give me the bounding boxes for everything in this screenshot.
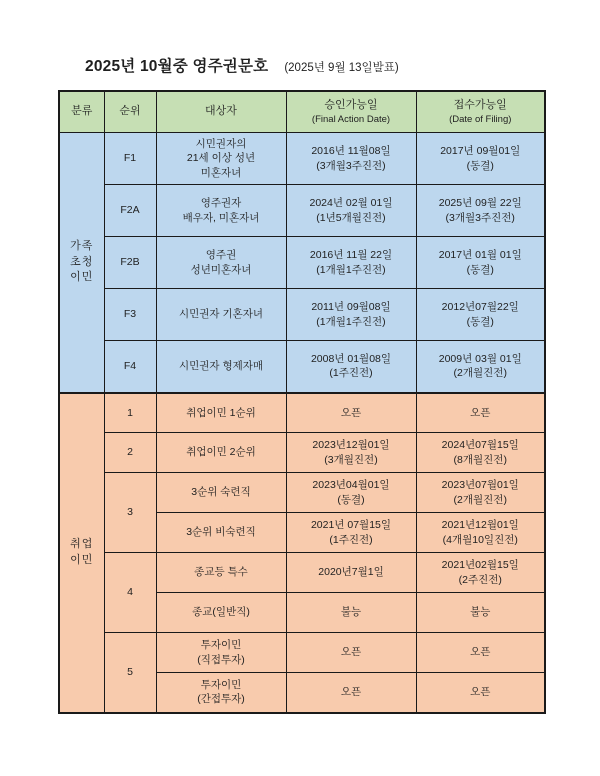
target-cell: 투자이민 (간접투자) [156, 673, 286, 713]
table-row [59, 553, 545, 593]
rank-cell: 5 [104, 633, 156, 713]
filing-date-cell: 2017년 01월 01일 (동결) [416, 237, 545, 289]
page-subtitle: (2025년 9월 13일발표) [284, 62, 399, 74]
table-header [59, 91, 545, 133]
filing-date-cell: 2024년07월15일 (8개월진전) [416, 433, 545, 473]
filing-date-cell: 2023년07월01일 (2개월진전) [416, 473, 545, 513]
table-row [59, 289, 545, 341]
title-row [85, 54, 399, 76]
approval-date-cell: 2020년7월1일 [286, 553, 416, 593]
approval-date-cell: 오픈 [286, 673, 416, 713]
table-row [59, 633, 545, 673]
target-cell: 시민권자의 21세 이상 성년 미혼자녀 [156, 133, 286, 185]
rank-cell: F2A [104, 185, 156, 237]
visa-bulletin-table [58, 90, 546, 714]
col-header-category: 분류 [59, 91, 104, 133]
target-cell: 시민권자 형제자매 [156, 341, 286, 393]
approval-date-cell: 2008년 01월08일 (1주진전) [286, 341, 416, 393]
col-header-filing: 접수가능일 (Date of Filing) [416, 91, 545, 133]
approval-date-cell: 2016년 11월08일 (3개월3주진전) [286, 133, 416, 185]
target-cell: 종교(일반직) [156, 593, 286, 633]
approval-date-cell: 2021년 07월15일 (1주진전) [286, 513, 416, 553]
filing-date-cell: 불능 [416, 593, 545, 633]
table-body [59, 133, 545, 713]
col-header-approval: 승인가능일 (Final Action Date) [286, 91, 416, 133]
target-cell: 취업이민 1순위 [156, 393, 286, 433]
target-cell: 종교등 특수 [156, 553, 286, 593]
target-cell: 취업이민 2순위 [156, 433, 286, 473]
target-cell: 시민권자 기혼자녀 [156, 289, 286, 341]
approval-date-cell: 2016년 11월 22일 (1개월1주진전) [286, 237, 416, 289]
table-row [59, 237, 545, 289]
filing-date-cell: 2021년02월15일 (2주진전) [416, 553, 545, 593]
rank-cell: 1 [104, 393, 156, 433]
target-cell: 투자이민 (직접투자) [156, 633, 286, 673]
category-cell-employment: 취업 이민 [59, 393, 104, 713]
target-cell: 영주권 성년미혼자녀 [156, 237, 286, 289]
table-row [59, 133, 545, 185]
filing-date-cell: 오픈 [416, 633, 545, 673]
table-row [59, 473, 545, 513]
table-row [59, 393, 545, 433]
approval-date-cell: 2024년 02월 01일 (1년5개월진전) [286, 185, 416, 237]
rank-cell: 2 [104, 433, 156, 473]
filing-date-cell: 2012년07월22일 (동결) [416, 289, 545, 341]
rank-cell: F3 [104, 289, 156, 341]
approval-date-cell: 불능 [286, 593, 416, 633]
filing-date-cell: 오픈 [416, 393, 545, 433]
filing-date-cell: 2025년 09월 22일 (3개월3주진전) [416, 185, 545, 237]
filing-date-cell: 2017년 09월01일 (동결) [416, 133, 545, 185]
rank-cell: F4 [104, 341, 156, 393]
page-title: 2025년 10월중 영주권문호 [85, 58, 269, 75]
rank-cell: F2B [104, 237, 156, 289]
approval-date-cell: 오픈 [286, 393, 416, 433]
category-cell-family: 가족 초청 이민 [59, 133, 104, 393]
target-cell: 3순위 숙련직 [156, 473, 286, 513]
header-row [59, 91, 545, 133]
approval-date-cell: 오픈 [286, 633, 416, 673]
filing-date-cell: 2021년12월01일 (4개월10일진전) [416, 513, 545, 553]
target-cell: 영주권자 배우자, 미혼자녀 [156, 185, 286, 237]
approval-date-cell: 2023년04월01일 (동결) [286, 473, 416, 513]
col-header-rank: 순위 [104, 91, 156, 133]
table-row [59, 433, 545, 473]
target-cell: 3순위 비숙련직 [156, 513, 286, 553]
rank-cell: F1 [104, 133, 156, 185]
filing-date-cell: 2009년 03월 01일 (2개월진전) [416, 341, 545, 393]
col-header-target: 대상자 [156, 91, 286, 133]
rank-cell: 4 [104, 553, 156, 633]
filing-date-cell: 오픈 [416, 673, 545, 713]
approval-date-cell: 2023년12월01일 (3개월진전) [286, 433, 416, 473]
approval-date-cell: 2011년 09월08일 (1개월1주진전) [286, 289, 416, 341]
table-row [59, 341, 545, 393]
rank-cell: 3 [104, 473, 156, 553]
table-row [59, 185, 545, 237]
